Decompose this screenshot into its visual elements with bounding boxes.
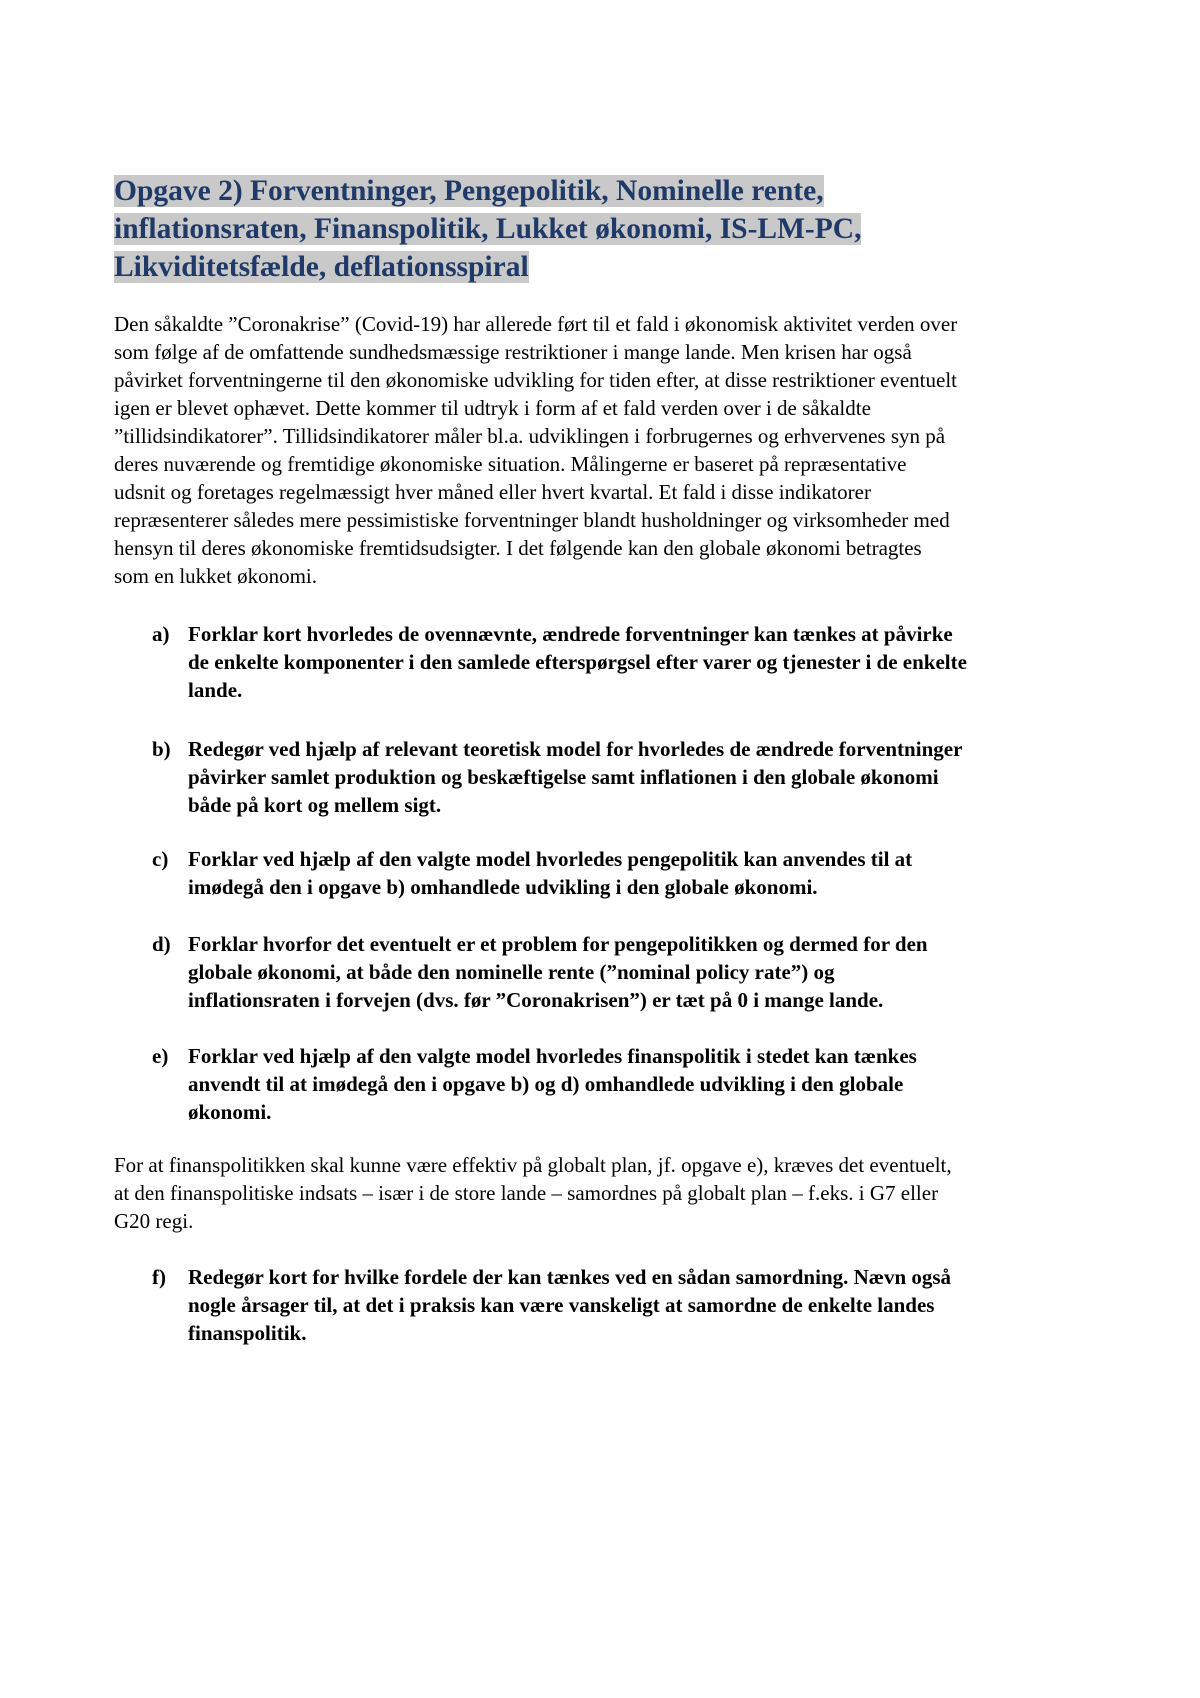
question-line: Forklar kort hvorledes de ovennævnte, ændrede forventninger kan tænkes at påvirke [188,622,953,646]
question-line: lande. [188,678,243,702]
intro-line: igen er blevet ophævet. Dette kommer til udtryk i form af et fald verden over i de såkaldte [114,396,871,420]
heading-line [114,172,974,210]
question-line: nogle årsager til, at det i praksis kan være vanskeligt at samordne de enkelte landes [188,1293,935,1317]
intro-line: Den såkaldte ”Coronakrise” (Covid-19) har allerede ført til et fald i økonomisk aktivitet verden over [114,312,958,336]
question-line: Redegør kort for hvilke fordele der kan tænkes ved en sådan samordning. Nævn også [188,1265,952,1289]
intro-line: udsnit og foretages regelmæssigt hver måned eller hvert kvartal. Et fald i disse indikatorer [114,480,871,504]
intro-line: påvirket forventningerne til den økonomiske udvikling for tiden efter, at disse restriktioner eventuelt [114,368,958,392]
intro-paragraph [114,310,1104,590]
question-line: finanspolitik. [188,1321,307,1345]
question-text [188,930,1108,1014]
question-letter: e) [152,1044,169,1068]
question-letter: a) [152,622,170,646]
paragraph-line: For at finanspolitikken skal kunne være effektiv på globalt plan, jf. opgave e), kræves det eventuelt, [114,1153,952,1177]
question-line: Forklar hvorfor det eventuelt er et problem for pengepolitikken og dermed for den [188,932,928,956]
question-line: de enkelte komponenter i den samlede efterspørgsel efter varer og tjenester i de enkelte [188,650,967,674]
coordination-paragraph [114,1151,1104,1235]
question-line: globale økonomi, at både den nominelle rente (”nominal policy rate”) og [188,960,835,984]
question-line: Forklar ved hjælp af den valgte model hvorledes finanspolitik i stedet kan tænkes [188,1044,917,1068]
intro-line: som følge af de omfattende sundhedsmæssige restriktioner i mange lande. Men krisen har også [114,340,912,364]
heading-line [114,210,974,248]
question-letter: f) [152,1265,166,1289]
intro-line: som en lukket økonomi. [114,564,317,588]
question-line: Redegør ved hjælp af relevant teoretisk model for hvorledes de ændrede forventninger [188,737,963,761]
intro-line: hensyn til deres økonomiske fremtidsudsigter. I det følgende kan den globale økonomi betragtes [114,536,922,560]
question-text [188,735,1108,819]
question-line: økonomi. [188,1100,272,1124]
heading-line [114,248,974,286]
question-text [188,1263,1108,1347]
intro-line: repræsenterer således mere pessimistiske forventninger blandt husholdninger og virksomheder med [114,508,950,532]
question-text [188,1042,1108,1126]
paragraph-line: G20 regi. [114,1209,194,1233]
question-line: påvirker samlet produktion og beskæftigelse samt inflationen i den globale økonomi [188,765,939,789]
question-line: inflationsraten i forvejen (dvs. før ”Coronakrisen”) er tæt på 0 i mange lande. [188,988,884,1012]
question-letter: d) [152,932,171,956]
heading-line-text: inflationsraten, Finanspolitik, Lukket økonomi, IS-LM-PC, [114,213,862,245]
heading-line-text: Likviditetsfælde, deflationsspiral [114,251,529,283]
paragraph-line: at den finanspolitiske indsats – især i de store lande – samordnes på globalt plan – f.eks. i G7 eller [114,1181,939,1205]
question-line: Forklar ved hjælp af den valgte model hvorledes pengepolitik kan anvendes til at [188,847,913,871]
question-text [188,845,1108,901]
intro-line: ”tillidsindikatorer”. Tillidsindikatorer måler bl.a. udviklingen i forbrugernes og erhvervenes syn på [114,424,946,448]
question-line: anvendt til at imødegå den i opgave b) og d) omhandlede udvikling i den globale [188,1072,904,1096]
question-letter: b) [152,737,171,761]
question-letter: c) [152,847,169,871]
question-line: både på kort og mellem sigt. [188,793,442,817]
assignment-heading [114,172,974,286]
question-text [188,620,1108,704]
intro-line: deres nuværende og fremtidige økonomiske situation. Målingerne er baseret på repræsentative [114,452,907,476]
heading-line-text: Opgave 2) Forventninger, Pengepolitik, Nominelle rente, [114,175,824,207]
question-line: imødegå den i opgave b) omhandlede udvikling i den globale økonomi. [188,875,818,899]
